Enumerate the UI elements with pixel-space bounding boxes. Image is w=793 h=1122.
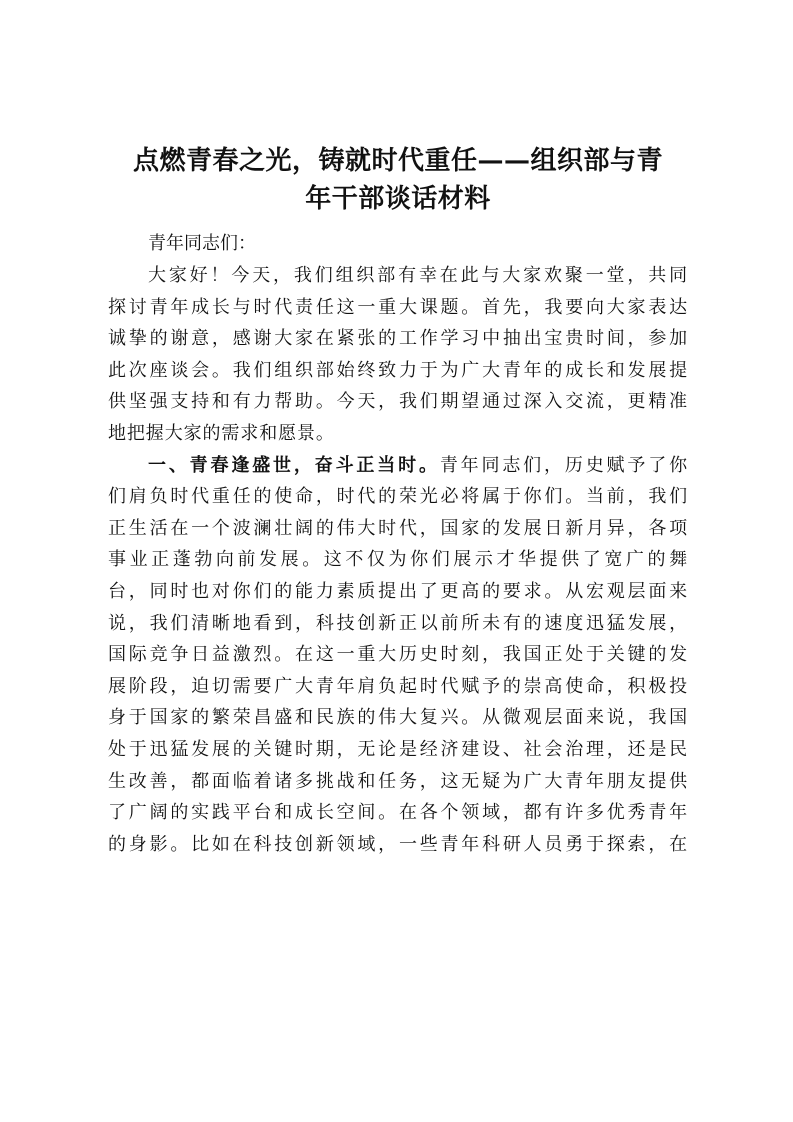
paragraph-line: 的身影。比如在科技创新领域，一些青年科研人员勇于探索，在 [108, 833, 688, 855]
section-1-paragraph [108, 450, 688, 861]
intro-paragraph [108, 260, 688, 450]
document-title [108, 142, 688, 218]
paragraph-line: 事业正蓬勃向前发展。这不仅为你们展示才华提供了宽广的舞 [108, 549, 688, 571]
paragraph-line: 此次座谈会。我们组织部始终致力于为广大青年的成长和发展提 [108, 359, 688, 381]
paragraph-line: 地把握大家的需求和愿景。 [108, 422, 335, 444]
paragraph-line: 们肩负时代重任的使命，时代的荣光必将属于你们。当前，我们 [108, 486, 688, 508]
paragraph-line: 生改善，都面临着诸多挑战和任务，这无疑为广大青年朋友提供 [108, 770, 688, 792]
paragraph-line [108, 450, 688, 482]
paragraph-line: 大家好！今天，我们组织部有幸在此与大家欢聚一堂，共同 [148, 265, 688, 286]
paragraph-line: 国际竞争日益激烈。在这一重大历史时刻，我国正处于关键的发 [108, 644, 688, 666]
title-line-1: 点燃青春之光，铸就时代重任——组织部与青 [132, 146, 663, 176]
paragraph-line: 展阶段，迫切需要广大青年肩负起时代赋予的崇高使命，积极投 [108, 675, 688, 697]
paragraph-line: 供坚强支持和有力帮助。今天，我们期望通过深入交流，更精准 [108, 391, 688, 413]
section-heading: 一、青春逢盛世，奋斗正当时。 [148, 454, 440, 476]
paragraph-line: 诚挚的谢意，感谢大家在紧张的工作学习中抽出宝贵时间，参加 [108, 328, 688, 350]
paragraph-line: 处于迅猛发展的关键时期，无论是经济建设、社会治理，还是民 [108, 738, 688, 760]
paragraph-line: 台，同时也对你们的能力素质提出了更高的要求。从宏观层面来 [108, 580, 688, 602]
paragraph-line: 探讨青年成长与时代责任这一重大课题。首先，我要向大家表达 [108, 296, 688, 318]
section-text: 青年同志们，历史赋予了你 [439, 454, 688, 476]
salutation: 青年同志们： [148, 233, 256, 254]
paragraph-line: 了广阔的实践平台和成长空间。在各个领域，都有许多优秀青年 [108, 802, 688, 824]
document-page [108, 142, 688, 860]
title-line-2: 年干部谈话材料 [305, 184, 491, 214]
paragraph-line: 身于国家的繁荣昌盛和民族的伟大复兴。从微观层面来说，我国 [108, 707, 688, 729]
paragraph-line: 说，我们清晰地看到，科技创新正以前所未有的速度迅猛发展， [108, 612, 688, 634]
paragraph-line: 正生活在一个波澜壮阔的伟大时代，国家的发展日新月异，各项 [108, 517, 688, 539]
